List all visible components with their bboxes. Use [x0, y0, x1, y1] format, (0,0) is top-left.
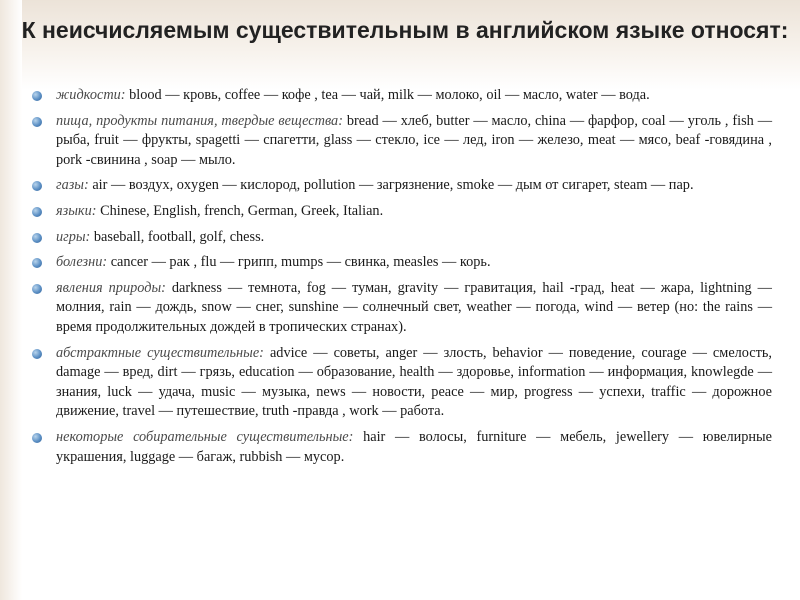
- item-text: blood — кровь, coffee — кофе , tea — чай, milk — молоко, oil — масло, water — вода.: [125, 87, 650, 103]
- list-item-nature: [30, 279, 772, 338]
- list-item-gases: [30, 176, 772, 196]
- item-text: Chinese, English, french, German, Greek, Italian.: [96, 202, 384, 219]
- category-label: болезни:: [56, 254, 108, 271]
- bullet-icon: [32, 349, 42, 359]
- item-text: bread — хлеб, butter — масло, china — фарфор, coal — уголь , fish — рыба, fruit — фрукты, spagetti — спагетти, glass — стекло, ice — лед, iron — железо, meat — мясо, beaf -говядина , pork -свинина , soap — мыло.: [56, 112, 773, 168]
- list-item-games: [30, 228, 772, 248]
- bullet-icon: [32, 284, 42, 294]
- slide-title: К неисчисляемым существительным в английском языке относят:: [21, 17, 789, 43]
- category-label: газы:: [56, 177, 89, 194]
- bullet-icon: [32, 207, 42, 217]
- bullet-icon: [32, 181, 42, 191]
- category-label: абстрактные существительные:: [56, 344, 264, 361]
- category-label: языки:: [56, 202, 97, 219]
- list-item-languages: [30, 202, 772, 222]
- list-item-collective: [30, 428, 772, 467]
- bullet-icon: [32, 117, 42, 127]
- item-text: air — воздух, oxygen — кислород, pollution — загрязнение, smoke — дым от сигарет, steam — пар.: [88, 177, 694, 194]
- category-label: игры:: [56, 228, 91, 245]
- bullet-icon: [32, 233, 42, 243]
- list-item-abstract: [30, 344, 772, 422]
- category-label: явления природы:: [56, 279, 166, 296]
- bullet-icon: [32, 91, 42, 101]
- bullet-icon: [32, 433, 42, 443]
- bullet-icon: [32, 258, 42, 268]
- list-item-liquids: [30, 86, 772, 106]
- category-label: жидкости:: [56, 87, 126, 103]
- noun-category-list: [30, 86, 772, 473]
- item-text: baseball, football, golf, chess.: [90, 228, 265, 245]
- category-label: некоторые собирательные существительные:: [56, 428, 354, 445]
- list-item-diseases: [30, 253, 772, 273]
- category-label: пища, продукты питания, твердые вещества:: [56, 112, 343, 129]
- item-text: cancer — рак , flu — грипп, mumps — свинка, measles — корь.: [107, 254, 491, 271]
- list-item-food: [30, 112, 772, 171]
- item-text: hair — волосы, furniture — мебель, jewellery — ювелирные украшения, luggage — багаж, rubbish — мусор.: [56, 428, 772, 465]
- item-text: darkness — темнота, fog — туман, gravity — гравитация, hail -град, heat — жара, lightning — молния, rain — дождь, snow — снег, sunshine — солнечный свет, weather — погода, wind — ветер (но: the rains — время продолжительных дождей в тропических странах).: [56, 279, 772, 335]
- item-text: advice — советы, anger — злость, behavior — поведение, courage — смелость, damage — вред, dirt — грязь, education — образование, health — здоровье, information — информация, knowlegde — знания, luck — удача, music — музыка, news — новости, peace — мир, progress — успехи, traffic — дорожное движение, travel — путешествие, truth -правда , work — работа.: [56, 344, 772, 420]
